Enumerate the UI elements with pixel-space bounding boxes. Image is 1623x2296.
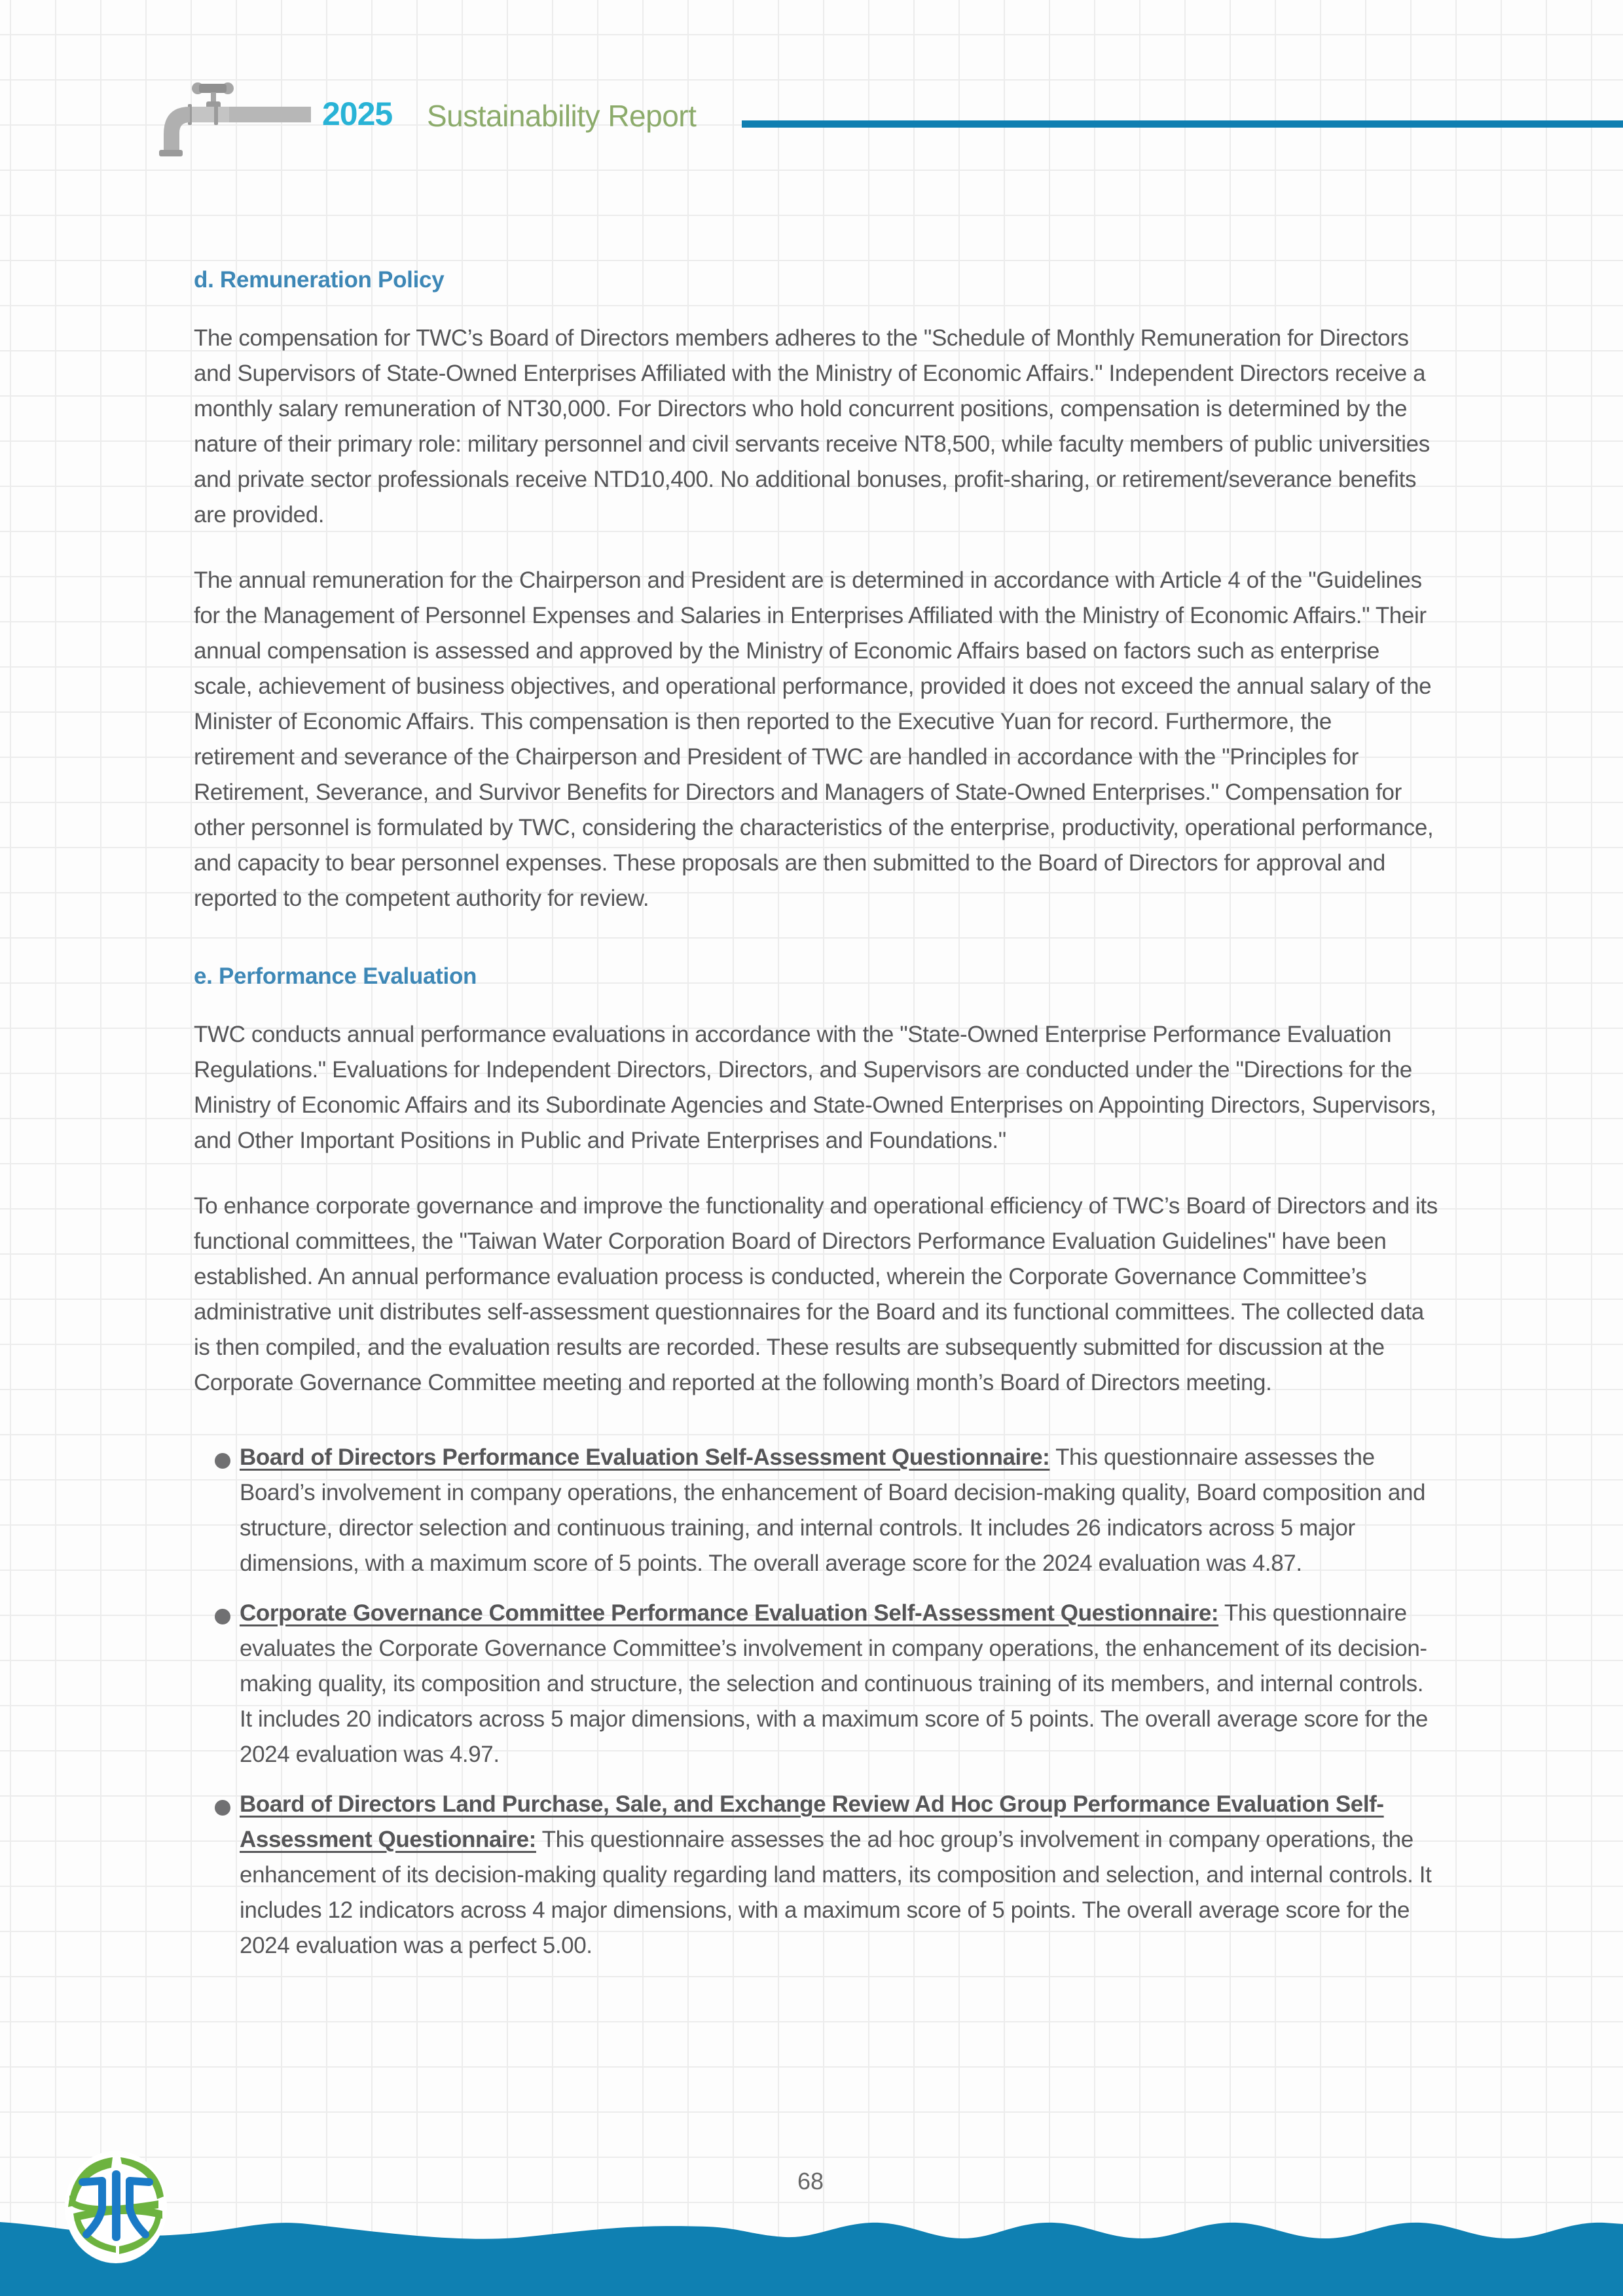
page-header	[0, 0, 1623, 170]
header-rule	[742, 120, 1623, 128]
section-performance-evaluation	[194, 963, 1438, 1964]
report-year: 2025	[322, 96, 393, 132]
item-text: This questionnaire assesses the Board’s involvement in company operations, the enhancement of Board decision-making quality, Board composition and structure, director selection and continuous training, and internal controls. It includes 26 indicators across 5 major dimensions, with a maximum score of 5 points. The overall average score for the 2024 evaluation was 4.87.	[240, 1444, 1426, 1576]
list-item	[240, 1596, 1438, 1772]
item-title: Board of Directors Performance Evaluation Self-Assessment Questionnaire:	[240, 1444, 1050, 1470]
paragraph: To enhance corporate governance and improve the functionality and operational efficiency of TWC’s Board of Directors and its functional committees, the "Taiwan Water Corporation Board of Directors Performance Evaluation Guidelines" have been established. An annual performance evaluation process is conducted, wherein the Corporate Governance Committee’s administrative unit distributes self-assessment questionnaires for the Board and its functional committees. The collected data is then compiled, and the evaluation results are recorded. These results are subsequently submitted for discussion at the Corporate Governance Committee meeting and reported at the following month’s Board of Directors meeting.	[194, 1193, 1438, 1395]
bullet-icon	[215, 1453, 230, 1469]
page-footer	[0, 2140, 1623, 2296]
report-title: Sustainability Report	[427, 99, 697, 133]
page-content	[194, 267, 1438, 1978]
twc-water-logo	[60, 2148, 172, 2266]
item-title: Corporate Governance Committee Performance Evaluation Self-Assessment Questionnaire:	[240, 1600, 1219, 1626]
paragraph: TWC conducts annual performance evaluations in accordance with the "State-Owned Enterprise Performance Evaluation Regulations." Evaluations for Independent Directors, Directors, and Supervisors are conducted under the "Directions for the Ministry of Economic Affairs and its Subordinate Agencies and State-Owned Enterprises on Appointing Directors, Supervisors, and Other Important Positions in Public and Private Enterprises and Foundations."	[194, 1022, 1436, 1153]
paragraph: The annual remuneration for the Chairperson and President are is determined in accordance with Article 4 of the "Guidelines for the Management of Personnel Expenses and Salaries in Enterprises Affiliated with the Ministry of Economic Affairs." Their annual compensation is assessed and approved by the Ministry of Economic Affairs based on factors such as enterprise scale, achievement of business objectives, and operational performance, provided it does not exceed the annual salary of the Minister of Economic Affairs. This compensation is then reported to the Executive Yuan for record. Furthermore, the retirement and severance of the Chairperson and President of TWC are handled in accordance with the "Principles for Retirement, Severance, and Survivor Benefits for Directors and Managers of State-Owned Enterprises." Compensation for other personnel is formulated by TWC, considering the characteristics of the enterprise, productivity, operational performance, and capacity to bear personnel expenses. These proposals are then submitted to the Board of Directors for approval and reported to the competent authority for review.	[194, 567, 1434, 911]
questionnaire-list	[194, 1440, 1438, 1964]
list-item	[240, 1787, 1438, 1964]
item-text: This questionnaire evaluates the Corporate Governance Committee’s involvement in company operations, the enhancement of its decision-making quality, its composition and structure, the selection and continuous training of its members, and internal controls. It includes 20 indicators across 5 major dimensions, with a maximum score of 5 points. The overall average score for the 2024 evaluation was 4.97.	[240, 1600, 1428, 1767]
item-text: This questionnaire assesses the ad hoc group’s involvement in company operations, the enhancement of its decision-making quality regarding land matters, its composition and selection, and internal controls. It includes 12 indicators across 4 major dimensions, with a maximum score of 5 points. The overall average score for the 2024 evaluation was a perfect 5.00.	[240, 1827, 1432, 1958]
page-number: 68	[797, 2168, 824, 2195]
section-heading: e. Performance Evaluation	[194, 963, 477, 989]
bullet-icon	[215, 1800, 230, 1816]
section-heading: d. Remuneration Policy	[194, 267, 445, 293]
faucet-icon	[157, 82, 314, 160]
item-title: Board of Directors Land Purchase, Sale, and Exchange Review Ad Hoc Group Performance Evaluation Self-Assessment Questionnaire:	[240, 1791, 1384, 1852]
list-item	[240, 1440, 1438, 1581]
paragraph: The compensation for TWC’s Board of Directors members adheres to the "Schedule of Monthly Remuneration for Directors and Supervisors of State-Owned Enterprises Affiliated with the Ministry of Economic Affairs." Independent Directors receive a monthly salary remuneration of NT30,000. For Directors who hold concurrent positions, compensation is determined by the nature of their primary role: military personnel and civil servants receive NT8,500, while faculty members of public universities and private sector professionals receive NTD10,400. No additional bonuses, profit-sharing, or retirement/severance benefits are provided.	[194, 325, 1430, 528]
wave-decoration	[0, 2140, 1623, 2296]
bullet-icon	[215, 1609, 230, 1624]
section-remuneration-policy	[194, 267, 1438, 916]
